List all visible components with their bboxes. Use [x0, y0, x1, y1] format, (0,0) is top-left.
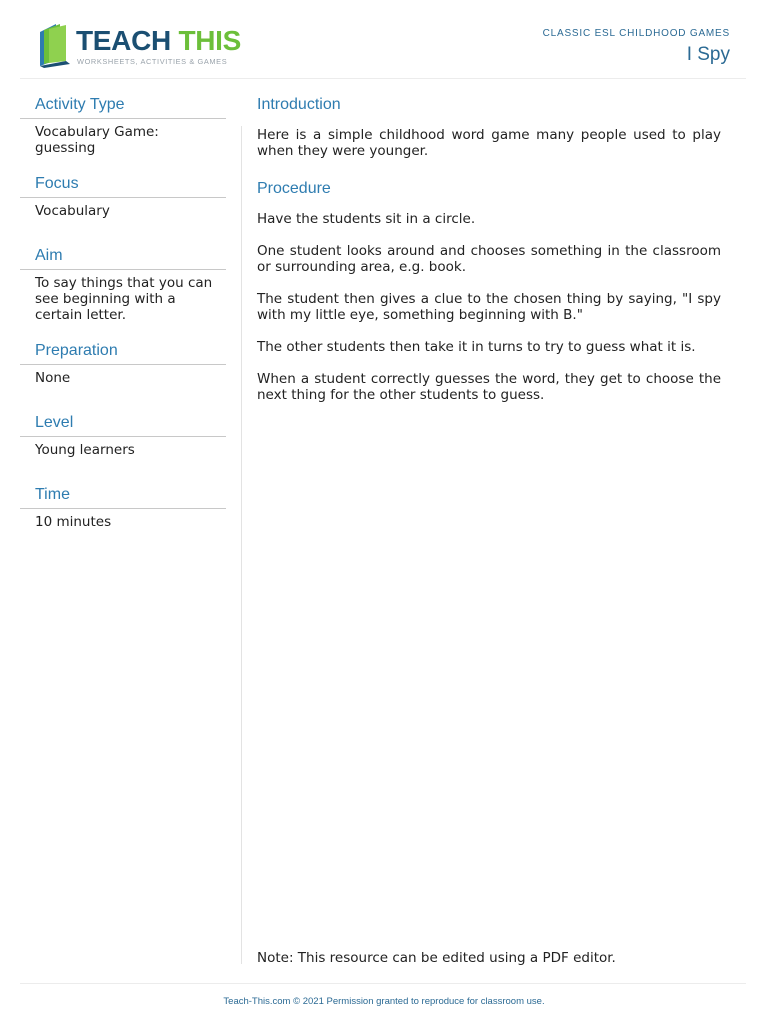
- sidebar-section-preparation: [20, 338, 226, 410]
- sidebar-section-activity-type: [20, 92, 226, 171]
- introduction-heading: Introduction: [257, 96, 341, 113]
- teach-this-logo: [36, 22, 242, 70]
- page-title: I Spy: [686, 44, 730, 65]
- sidebar-heading: Aim: [20, 243, 226, 270]
- sidebar-value: 10 minutes: [35, 514, 112, 530]
- sidebar-section-aim: [20, 243, 226, 338]
- procedure-step: The student then gives a clue to the chosen thing by saying, "I spy with my little eye, something beginning with B.": [257, 291, 721, 323]
- logo-word-this: THIS: [178, 25, 242, 56]
- sidebar-heading: Level: [20, 410, 226, 437]
- introduction-text: Here is a simple childhood word game many people used to play when they were younger.: [257, 127, 721, 159]
- series-label: CLASSIC ESL CHILDHOOD GAMES: [542, 28, 730, 39]
- procedure-heading: Procedure: [257, 180, 331, 197]
- editing-note: Note: This resource can be edited using a PDF editor.: [257, 950, 616, 966]
- procedure-step: One student looks around and chooses something in the classroom or surrounding area, e.g. book.: [257, 243, 721, 275]
- procedure-step: Have the students sit in a circle.: [257, 211, 476, 227]
- page-header: [20, 0, 746, 79]
- sidebar-value: To say things that you can see beginning with a certain letter.: [35, 275, 213, 323]
- logo-word-teach: TEACH: [76, 25, 171, 56]
- footer-copyright: Teach-This.com © 2021 Permission granted to reproduce for classroom use.: [223, 996, 545, 1007]
- procedure-step: When a student correctly guesses the word, they get to choose the next thing for the other students to guess.: [257, 371, 721, 403]
- column-divider: [241, 126, 242, 964]
- sidebar-heading: Time: [20, 482, 226, 509]
- sidebar: [20, 92, 226, 554]
- sidebar-value: None: [35, 370, 71, 386]
- main-content: [257, 92, 721, 403]
- sidebar-heading: Activity Type: [20, 92, 226, 119]
- procedure-step: The other students then take it in turns to try to guess what it is.: [257, 339, 696, 355]
- sidebar-section-level: [20, 410, 226, 482]
- logo-tagline: WORKSHEETS, ACTIVITIES & GAMES: [77, 57, 228, 66]
- footer-divider: [20, 983, 746, 984]
- logo-wordmark: [76, 26, 241, 56]
- sidebar-value: Vocabulary: [35, 203, 110, 219]
- sidebar-value: Vocabulary Game: guessing: [35, 124, 159, 156]
- sidebar-section-time: [20, 482, 226, 554]
- book-logo-icon: [36, 22, 74, 68]
- sidebar-value: Young learners: [35, 442, 135, 458]
- sidebar-heading: Preparation: [20, 338, 226, 365]
- sidebar-heading: Focus: [20, 171, 226, 198]
- sidebar-section-focus: [20, 171, 226, 243]
